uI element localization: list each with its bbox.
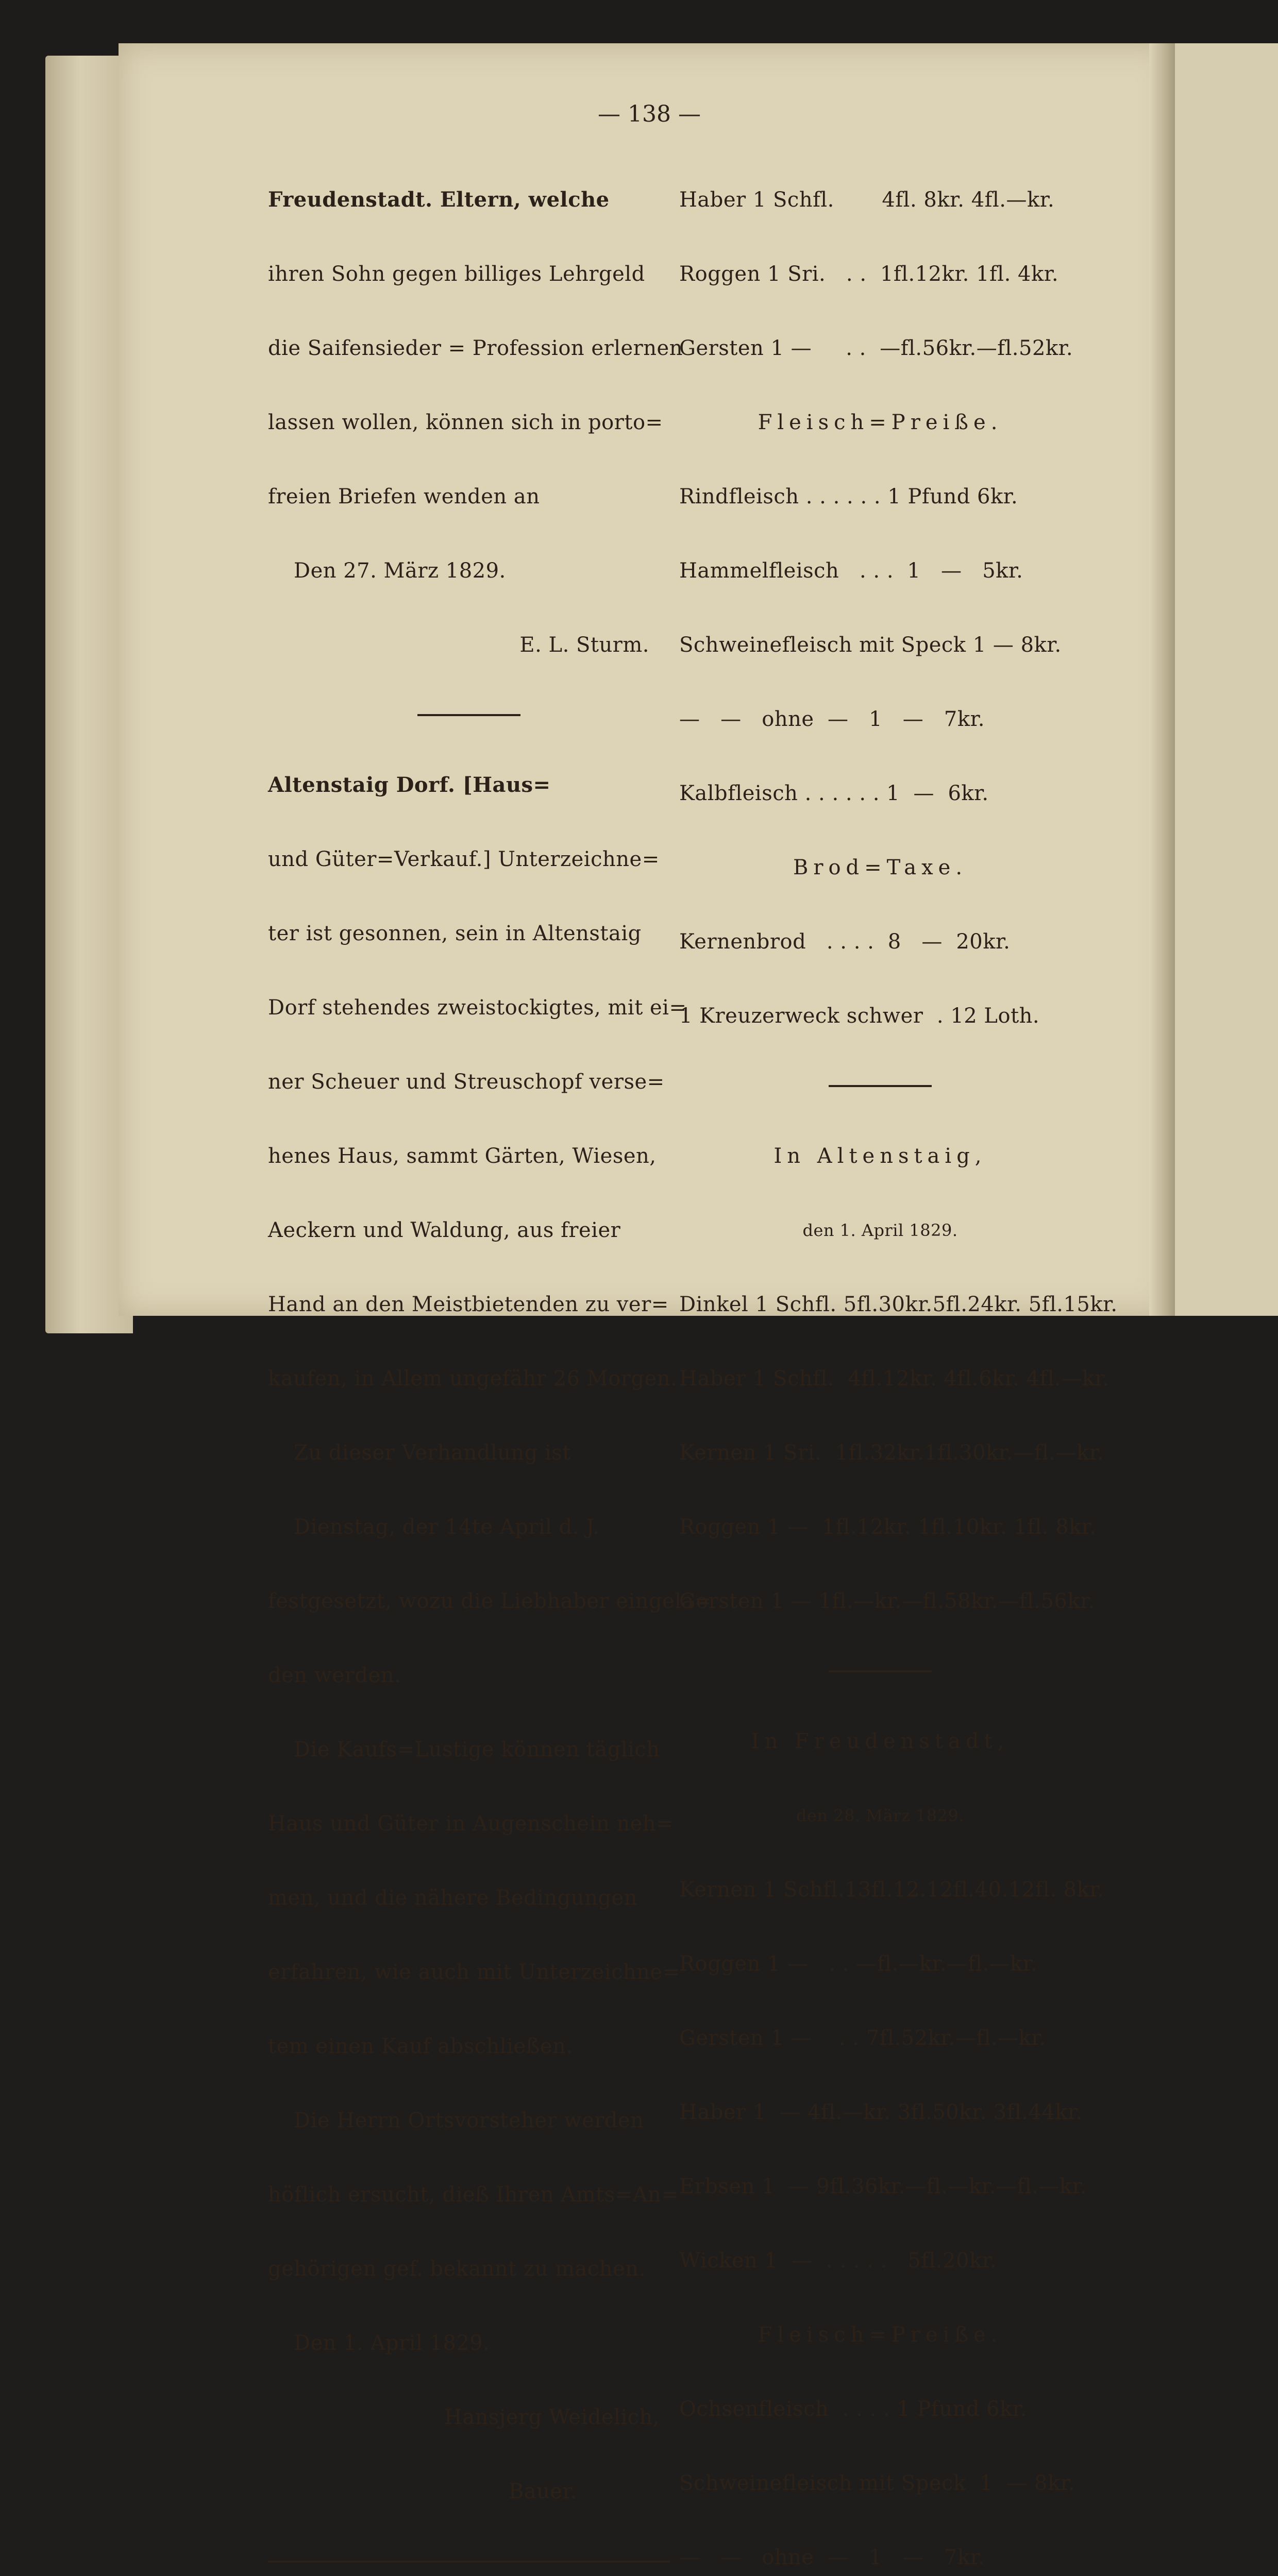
nagold-price-row: Gersten 1 — . . —fl.56kr.—fl.52kr. (679, 336, 1073, 360)
ad-freudenstadt-line: freien Briefen wenden an (268, 485, 540, 509)
ad-freudenstadt-signature: E. L. Sturm. (519, 633, 649, 657)
altenstaig-price-row: Haber 1 Schfl. 4fl.12kr. 4fl.6kr. 4fl.—kr. (679, 1367, 1109, 1391)
ad-altenstaig-line: Aeckern und Waldung, aus freier (268, 1218, 621, 1242)
ad-altenstaig-line: Die Herrn Ortsvorsteher werden (294, 2109, 644, 2132)
ad-altenstaig-line: Haus und Güter in Augenschein neh= (268, 1812, 674, 1836)
freudenstadt-heading: In Freudenstadt, (751, 1730, 1010, 1753)
freudenstadt-meat-row: Ochsenfleisch . . . . 1 Pfund 6kr. (679, 2397, 1028, 2421)
ad-altenstaig-line: Hand an den Meistbietenden zu ver= (268, 1293, 669, 1316)
altenstaig-price-row: Dinkel 1 Schfl. 5fl.30kr.5fl.24kr. 5fl.15kr. (679, 1293, 1118, 1316)
freudenstadt-meat-row: — — ohne — 1 — 7kr. (679, 2546, 985, 2569)
nagold-price-row: Haber 1 Schfl. 4fl. 8kr. 4fl.—kr. (679, 188, 1055, 212)
ad-altenstaig-line: ner Scheuer und Streuschopf verse= (268, 1070, 665, 1094)
left-column (268, 138, 712, 2576)
ad-altenstaig-line: men, und die nähere Bedingungen (268, 1886, 637, 1910)
nagold-bread-row: 1 Kreuzerweck schwer . 12 Loth. (679, 1004, 1040, 1028)
ad-altenstaig-line: Zu dieser Verhandlung ist (294, 1441, 571, 1465)
page-number: — 138 — (598, 101, 701, 127)
freudenstadt-price-row: Kernen 1 Schfl.13fl.12.12fl.40.12fl. 8kr. (679, 1878, 1104, 1902)
freudenstadt-price-row: Wicken 1 — . . . . . 5fl.20kr. (679, 2249, 997, 2273)
freudenstadt-price-row: Erbsen 1 — 9fl.36kr.—fl.—kr.—fl.—kr. (679, 2175, 1087, 2198)
nagold-meat-row: Schweinefleisch mit Speck 1 — 8kr. (679, 633, 1062, 657)
ad-freudenstadt-date: Den 27. März 1829. (294, 559, 506, 583)
ad-altenstaig-line: ter ist gesonnen, sein in Altenstaig (268, 922, 642, 945)
ad-altenstaig-line: erfahren, wie auch mit Unterzeichne= (268, 1960, 680, 1984)
ad-altenstaig-line: Altenstaig Dorf. [Haus= (268, 773, 551, 797)
freudenstadt-price-row: Gersten 1 — . . 7fl.52kr.—fl.—kr. (679, 2026, 1046, 2050)
ad-altenstaig-signature-title: Bauer. (508, 2480, 577, 2503)
altenstaig-price-row: Gersten 1 — 1fl.—kr.—fl.58kr.—fl.56kr. (679, 1589, 1095, 1613)
ad-freudenstadt-line: die Saifensieder = Profession erlernen (268, 336, 683, 360)
ad-altenstaig-line: den werden. (268, 1664, 401, 1687)
ad-altenstaig-line: festgesetzt, wozu die Liebhaber eingela= (268, 1589, 712, 1613)
freudenstadt-meat-heading: Fleisch=Preiße. (758, 2323, 1003, 2347)
altenstaig-date: den 1. April 1829. (802, 1221, 958, 1240)
ad-altenstaig-line: höflich ersucht, dieß Ihren Amts=An= (268, 2183, 679, 2207)
nagold-price-row: Roggen 1 Sri. . . 1fl.12kr. 1fl. 4kr. (679, 262, 1059, 286)
separator-rule (417, 714, 520, 716)
freudenstadt-price-row: Haber 1 — 4fl.—kr. 3fl.50kr. 3fl.44kr. (679, 2100, 1083, 2124)
separator-rule (268, 2561, 670, 2563)
ad-altenstaig-line: und Güter=Verkauf.] Unterzeichne= (268, 848, 660, 871)
right-column (679, 138, 1118, 2576)
altenstaig-price-row: Roggen 1 — 1fl.12kr. 1fl.10kr. 1fl. 8kr. (679, 1515, 1097, 1539)
ad-altenstaig-date: Den 1. April 1829. (294, 2331, 490, 2355)
nagold-bread-heading: Brod=Taxe. (793, 856, 968, 879)
ad-altenstaig-line: Dorf stehendes zweistockigtes, mit ei= (268, 996, 687, 1020)
ad-altenstaig-signature: Hansjerg Weidelich, (444, 2405, 660, 2429)
ad-altenstaig-line: henes Haus, sammt Gärten, Wiesen, (268, 1144, 657, 1168)
separator-rule (829, 1085, 932, 1087)
freudenstadt-date: den 28. März 1829. (796, 1806, 965, 1825)
nagold-meat-row: — — ohne — 1 — 7kr. (679, 707, 985, 731)
freudenstadt-price-row: Roggen 1 — . . —fl.—kr.—fl.—kr. (679, 1952, 1038, 1976)
nagold-meat-heading: Fleisch=Preiße. (758, 411, 1003, 434)
nagold-bread-row: Kernenbrod . . . . 8 — 20kr. (679, 930, 1011, 954)
ad-freudenstadt-line: ihren Sohn gegen billiges Lehrgeld (268, 262, 645, 286)
separator-rule (829, 1670, 932, 1672)
altenstaig-heading: In Altenstaig, (773, 1144, 987, 1168)
altenstaig-price-row: Kernen 1 Sri. 1fl.32kr.1fl.30kr.—fl.—kr. (679, 1441, 1104, 1465)
freudenstadt-meat-row: Schweinefleisch mit Speck 1 — 8kr. (679, 2471, 1075, 2495)
ad-altenstaig-line: tem einen Kauf abschließen. (268, 2035, 573, 2058)
nagold-meat-row: Kalbfleisch . . . . . . 1 — 6kr. (679, 782, 989, 805)
ad-freudenstadt-line: Freudenstadt. Eltern, welche (268, 188, 610, 212)
ad-altenstaig-line: Dienstag, der 14te April d. J. (294, 1515, 600, 1539)
ad-altenstaig-line: Die Kaufs=Lustige können täglich (294, 1738, 660, 1761)
ad-freudenstadt-line: lassen wollen, können sich in porto= (268, 411, 663, 434)
nagold-meat-row: Hammelfleisch . . . 1 — 5kr. (679, 559, 1023, 583)
ad-altenstaig-line: gehörigen gef. bekannt zu machen. (268, 2257, 646, 2281)
nagold-meat-row: Rindfleisch . . . . . . 1 Pfund 6kr. (679, 485, 1018, 509)
ad-altenstaig-line: kaufen, in Allem ungefähr 26 Morgen. (268, 1367, 678, 1391)
facing-page (1175, 43, 1278, 1316)
